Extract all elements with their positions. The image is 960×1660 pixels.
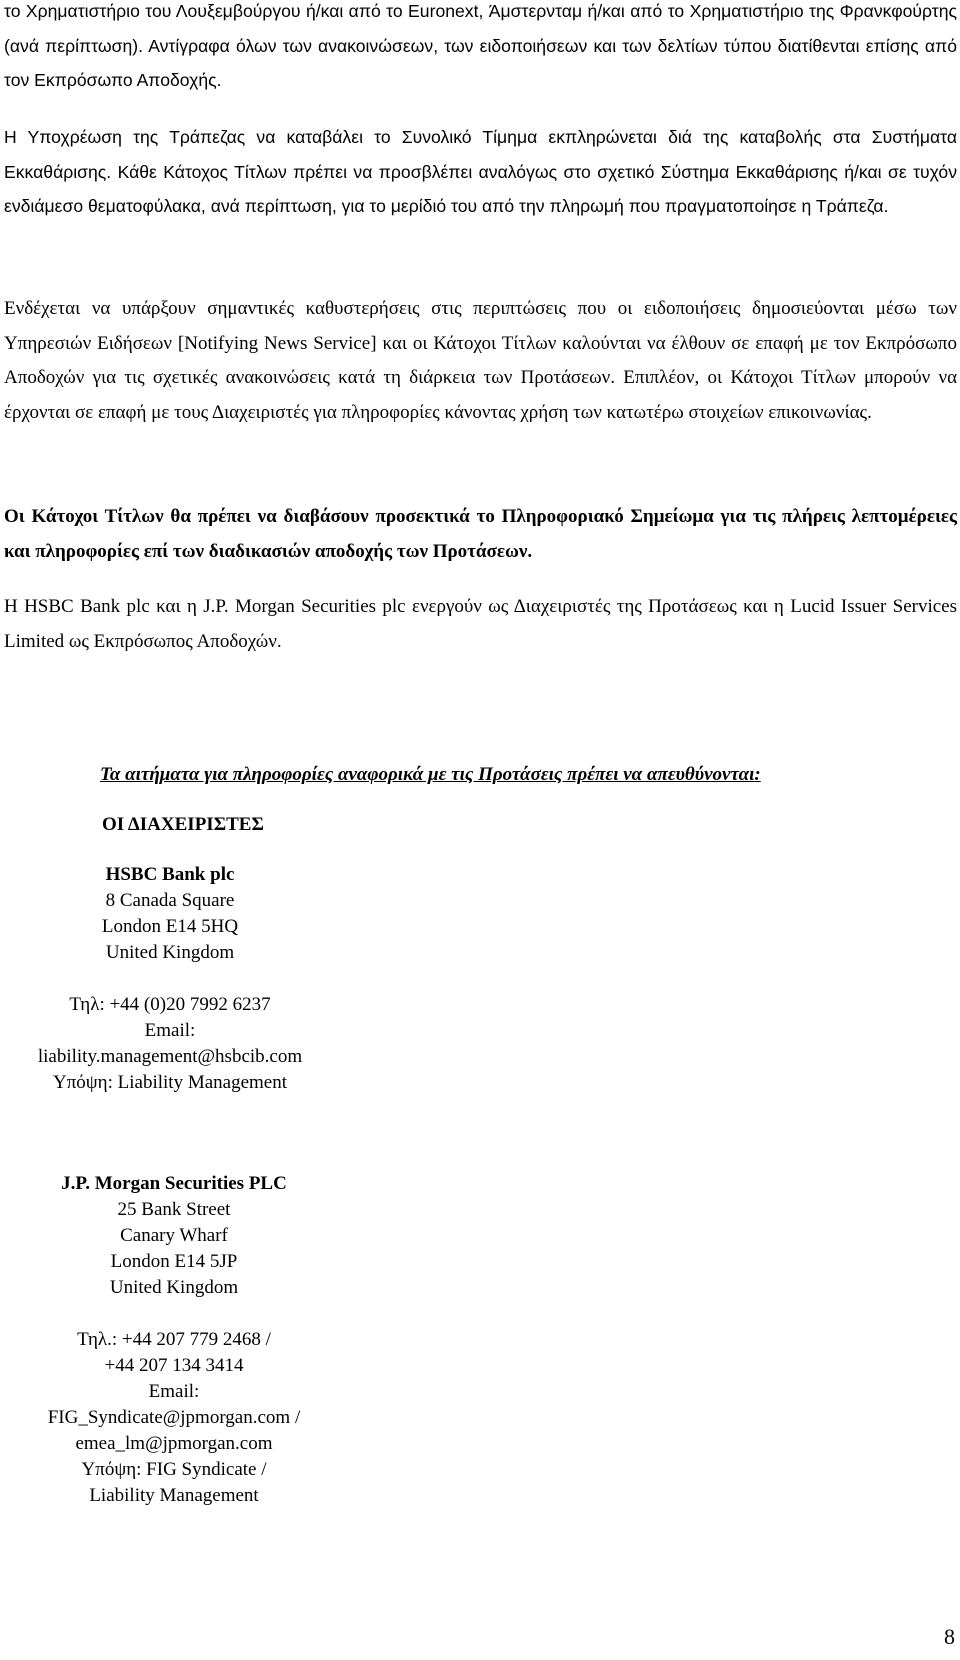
jpm-attention-line1: Υπόψη: FIG Syndicate / [81, 1459, 267, 1480]
jpm-name: J.P. Morgan Securities PLC [61, 1173, 287, 1194]
jpm-telephone-line2: +44 207 134 3414 [104, 1355, 244, 1376]
managers-heading: ΟΙ ΔΙΑΧΕΙΡΙΣΤΕΣ [102, 814, 264, 835]
jpm-address-line2: Canary Wharf [120, 1225, 228, 1246]
paragraph-announcements: το Χρηματιστήριο του Λουξεμβούργου ή/και από το Euronext, Άμστερνταμ ή/και από το Χρηματιστήριο της Φρανκφούρτης (ανά περίπτωση). Αντίγραφα όλων των ανακοινώσεων, των ειδοποιήσεων και των δελτίων τύπου διατίθενται επίσης από τον Εκπρόσωπο Αποδοχής. [4, 1, 957, 90]
jpm-email-line2: emea_lm@jpmorgan.com [75, 1433, 273, 1454]
jpm-address-line4: United Kingdom [109, 1277, 239, 1298]
jpm-contact-block [0, 1171, 348, 1509]
hsbc-address-line3: United Kingdom [105, 942, 235, 963]
page-number: 8 [944, 1624, 955, 1649]
jpm-email-label: Email: [148, 1381, 200, 1402]
paragraph-read-memorandum: Οι Κάτοχοι Τίτλων θα πρέπει να διαβάσουν προσεκτικά το Πληροφοριακό Σημείωμα για τις πλήρεις λεπτομέρειες και πληροφορίες επί των διαδικασιών αποδοχής των Προτάσεων. [4, 506, 957, 562]
paragraph-delays-part2: Επιπλέον, οι Κάτοχοι Τίτλων μπορούν να έρχονται σε επαφή με τους Διαχειριστές για πληροφορίες κάνοντας χρήση των κατωτέρω στοιχείων επικοινωνίας. [4, 367, 958, 423]
paragraph-payment-obligation: Η Υποχρέωση της Τράπεζας να καταβάλει το Συνολικό Τίμημα εκπληρώνεται διά της καταβολής στα Συστήματα Εκκαθάρισης. Κάθε Κάτοχος Τίτλων πρέπει να προσβλέπει αναλόγως στο σχετικό Σύστημα Εκκαθάρισης ή/και σε τυχόν ενδιάμεσο θεματοφύλακα, ανά περίπτωση, για το μερίδιό του από την πληρωμή που πραγματοποίησε η Τράπεζα. [4, 127, 957, 216]
jpm-attention-line2: Liability Management [89, 1485, 259, 1506]
hsbc-name: HSBC Bank plc [105, 864, 235, 885]
jpm-email-line1: FIG_Syndicate@jpmorgan.com / [47, 1407, 301, 1428]
hsbc-telephone: Τηλ: +44 (0)20 7992 6237 [69, 994, 271, 1015]
hsbc-address-line1: 8 Canada Square [105, 890, 235, 911]
jpm-telephone-line1: Τηλ.: +44 207 779 2468 / [77, 1329, 271, 1350]
hsbc-address-line2: London E14 5HQ [101, 916, 239, 937]
hsbc-email: liability.management@hsbcib.com [37, 1046, 303, 1067]
requests-heading: Τα αιτήματα για πληροφορίες αναφορικά με τις Προτάσεις πρέπει να απευθύνονται: [100, 764, 761, 785]
jpm-address-line3: London E14 5JP [110, 1251, 238, 1272]
jpm-address-line1: 25 Bank Street [117, 1199, 231, 1220]
hsbc-attention: Υπόψη: Liability Management [52, 1072, 288, 1093]
paragraph-delays-part1: Ενδέχεται να υπάρξουν σημαντικές καθυστερήσεις στις περιπτώσεις που οι ειδοποιήσεις δημοσιεύονται μέσω των Υπηρεσιών Ειδήσεων [Notifying News Service] και οι Κάτοχοι Τίτλων καλούνται να έλθουν σε επαφή με τον Εκπρόσωπο Αποδοχών για τις σχετικές ανακοινώσεις κατά τη διάρκεια των Προτάσεων. [4, 298, 957, 388]
hsbc-email-label: Email: [144, 1020, 196, 1041]
paragraph-managers-agents: Η HSBC Bank plc και η J.P. Morgan Securities plc ενεργούν ως Διαχειριστές της Προτάσεως και η Lucid Issuer Services Limited ως Εκπρόσωπος Αποδοχών. [4, 596, 957, 652]
paragraph-delays-notice [4, 292, 957, 430]
hsbc-contact-block [0, 862, 340, 1096]
